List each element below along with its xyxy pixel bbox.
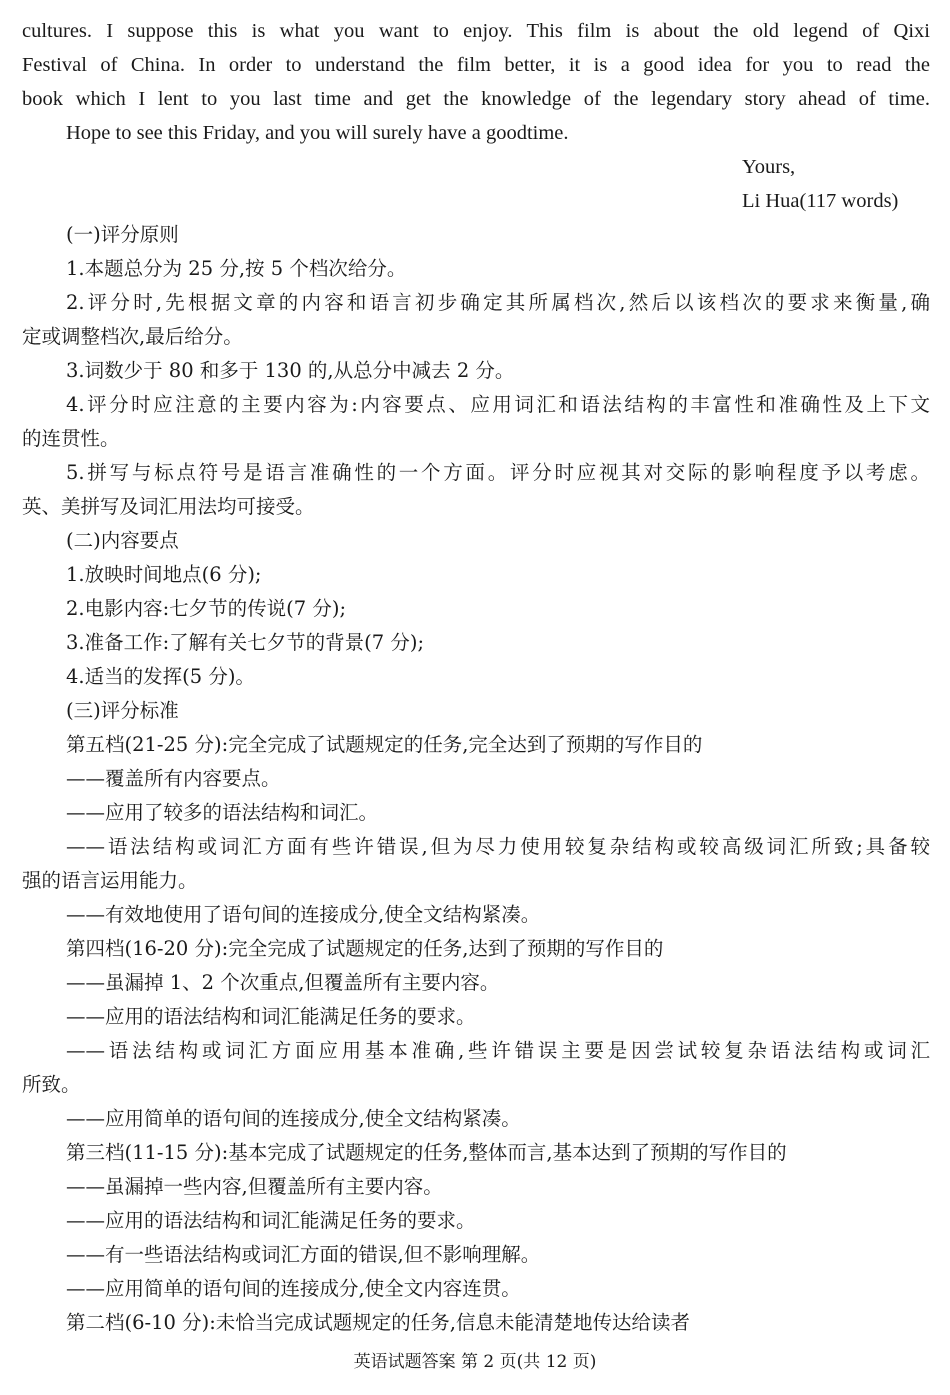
band-criterion: ——应用的语法结构和词汇能满足任务的要求。 [66, 1005, 476, 1028]
band-criterion: ——应用简单的语句间的连接成分,使全文结构紧凑。 [66, 1107, 521, 1130]
principle-item: 1.本题总分为 25 分,按 5 个档次给分。 [66, 257, 407, 280]
letter-sign-off: Yours, [742, 156, 796, 178]
band-criterion: ——语法结构或词汇方面应用基本准确,些许错误主要是因尝试较复杂语法结构或词汇 [66, 1039, 930, 1062]
principle-item-continued: 的连贯性。 [22, 427, 120, 450]
band-title: 第四档(16-20 分):完全完成了试题规定的任务,达到了预期的写作目的 [66, 937, 664, 960]
band-criterion: ——虽漏掉 1、2 个次重点,但覆盖所有主要内容。 [66, 971, 500, 994]
band-criterion: ——应用的语法结构和词汇能满足任务的要求。 [66, 1209, 476, 1232]
key-point-item: 1.放映时间地点(6 分); [66, 563, 262, 586]
scoring-standards [22, 694, 930, 1340]
letter-line: Festival of China. In order to understand the film better, it is a good idea for you to read the [22, 54, 930, 76]
principle-item: 4.评分时应注意的主要内容为:内容要点、应用词汇和语法结构的丰富性和准确性及上下文 [66, 393, 930, 416]
band-criterion: ——虽漏掉一些内容,但覆盖所有主要内容。 [66, 1175, 443, 1198]
letter-closing-paragraph: Hope to see this Friday, and you will surely have a goodtime. [66, 122, 569, 144]
principle-item-continued: 定或调整档次,最后给分。 [22, 325, 243, 348]
page-footer: 英语试题答案 第 2 页(共 12 页) [353, 1352, 597, 1372]
letter-signature: Li Hua(117 words) [742, 190, 899, 212]
band-title: 第二档(6-10 分):未恰当完成试题规定的任务,信息未能清楚地传达给读者 [66, 1311, 690, 1334]
principle-item: 3.词数少于 80 和多于 130 的,从总分中减去 2 分。 [66, 359, 515, 382]
section-heading: (一)评分原则 [66, 223, 179, 246]
band-title: 第三档(11-15 分):基本完成了试题规定的任务,整体而言,基本达到了预期的写作目的 [66, 1141, 787, 1164]
band-criterion: ——语法结构或词汇方面有些许错误,但为尽力使用较复杂结构或较高级词汇所致;具备较 [66, 835, 930, 858]
key-point-item: 4.适当的发挥(5 分)。 [66, 665, 255, 688]
answer-page [22, 14, 930, 1340]
band-criterion-continued: 所致。 [22, 1073, 81, 1096]
band-criterion: ——有一些语法结构或词汇方面的错误,但不影响理解。 [66, 1243, 541, 1266]
principle-item: 5.拼写与标点符号是语言准确性的一个方面。评分时应视其对交际的影响程度予以考虑。 [66, 461, 930, 484]
band-criterion: ——应用了较多的语法结构和词汇。 [66, 801, 379, 824]
band-title: 第五档(21-25 分):完全完成了试题规定的任务,完全达到了预期的写作目的 [66, 733, 703, 756]
letter-line: book which I lent to you last time and get the knowledge of the legendary story ahead of time. [22, 88, 930, 110]
band-criterion: ——覆盖所有内容要点。 [66, 767, 281, 790]
band-criterion: ——有效地使用了语句间的连接成分,使全文结构紧凑。 [66, 903, 541, 926]
band-criterion: ——应用简单的语句间的连接成分,使全文内容连贯。 [66, 1277, 521, 1300]
key-point-item: 2.电影内容:七夕节的传说(7 分); [66, 597, 347, 620]
key-point-item: 3.准备工作:了解有关七夕节的背景(7 分); [66, 631, 425, 654]
letter-line: cultures. I suppose this is what you want to enjoy. This film is about the old legend of Qixi [22, 20, 930, 42]
scoring-principles [22, 218, 930, 524]
band-criterion-continued: 强的语言运用能力。 [22, 869, 198, 892]
section-heading: (三)评分标准 [66, 699, 179, 722]
model-letter [22, 14, 930, 218]
content-key-points [22, 524, 930, 694]
section-heading: (二)内容要点 [66, 529, 179, 552]
principle-item-continued: 英、美拼写及词汇用法均可接受。 [22, 495, 315, 518]
principle-item: 2.评分时,先根据文章的内容和语言初步确定其所属档次,然后以该档次的要求来衡量,确 [66, 291, 930, 314]
